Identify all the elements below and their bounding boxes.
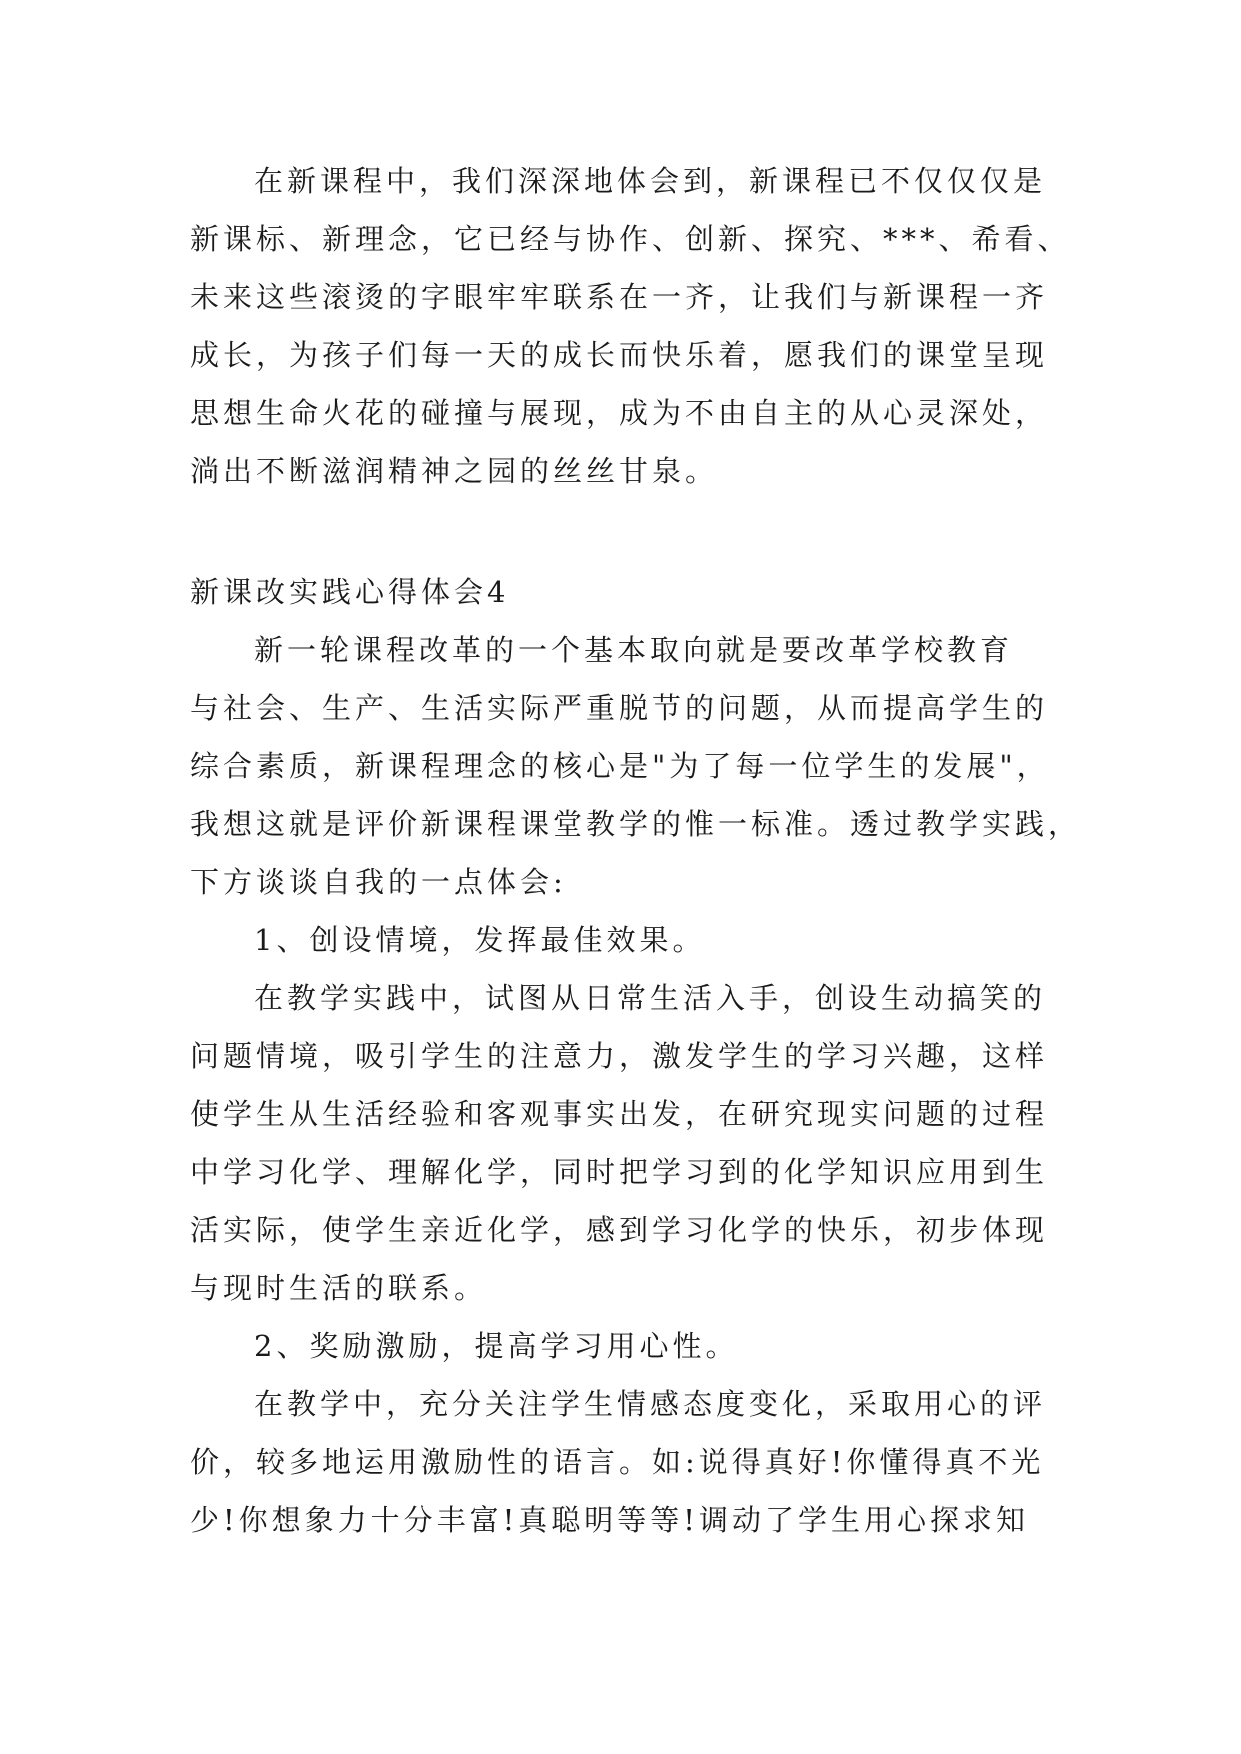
point-1-block: [190, 911, 1050, 969]
paragraph-line: 新一轮课程改革的一个基本取向就是要改革学校教育: [254, 633, 1014, 667]
point-2-block: [190, 1317, 1050, 1375]
paragraph-line: 中学习化学、理解化学，同时把学习到的化学知识应用到生: [190, 1155, 1049, 1189]
paragraph-2: [190, 621, 1082, 911]
paragraph-line: 未来这些滚烫的字眼牢牢联系在一齐，让我们与新课程一齐: [190, 280, 1049, 314]
paragraph-line: 淌出不断滋润精神之园的丝丝甘泉。: [190, 454, 719, 488]
paragraph-line: 使学生从生活经验和客观事实出发，在研究现实问题的过程: [190, 1097, 1049, 1131]
paragraph-1: [190, 152, 1071, 500]
paragraph-line: 新课标、新理念，它已经与协作、创新、探究、***、希看、: [190, 222, 1071, 256]
paragraph-line: 思想生命火花的碰撞与展现，成为不由自主的从心灵深处，: [190, 396, 1049, 430]
paragraph-line: 成长，为孩子们每一天的成长而快乐着，愿我们的课堂呈现: [190, 338, 1049, 372]
point-2-title: 2、奖励激励，提高学习用心性。: [254, 1329, 739, 1363]
paragraph-line: 价，较多地运用激励性的语言。如:说得真好!你懂得真不光: [190, 1445, 1045, 1479]
paragraph-line: 综合素质，新课程理念的核心是"为了每一位学生的发展"，: [190, 749, 1050, 783]
section-heading-block: [190, 563, 1050, 621]
paragraph-line: 下方谈谈自我的一点体会:: [190, 865, 567, 899]
paragraph-line: 与现时生活的联系。: [190, 1271, 488, 1305]
paragraph-line: 在教学实践中，试图从日常生活入手，创设生动搞笑的: [254, 981, 1047, 1015]
paragraph-line: 活实际，使学生亲近化学，感到学习化学的快乐，初步体现: [190, 1213, 1049, 1247]
section-heading: 新课改实践心得体会4: [190, 575, 510, 609]
paragraph-line: 少!你想象力十分丰富!真聪明等等!调动了学生用心探求知: [190, 1503, 1029, 1537]
paragraph-line: 在新课程中，我们深深地体会到，新课程已不仅仅仅是: [254, 164, 1047, 198]
paragraph-line: 在教学中，充分关注学生情感态度变化，采取用心的评: [254, 1387, 1047, 1421]
paragraph-line: 与社会、生产、生活实际严重脱节的问题，从而提高学生的: [190, 691, 1049, 725]
paragraph-line: 问题情境，吸引学生的注意力，激发学生的学习兴趣，这样: [190, 1039, 1049, 1073]
point-1-title: 1、创设情境，发挥最佳效果。: [254, 923, 706, 957]
paragraph-line: 我想这就是评价新课程课堂教学的惟一标准。透过教学实践，: [190, 807, 1082, 841]
paragraph-3: [190, 969, 1050, 1317]
paragraph-4: [190, 1375, 1050, 1549]
